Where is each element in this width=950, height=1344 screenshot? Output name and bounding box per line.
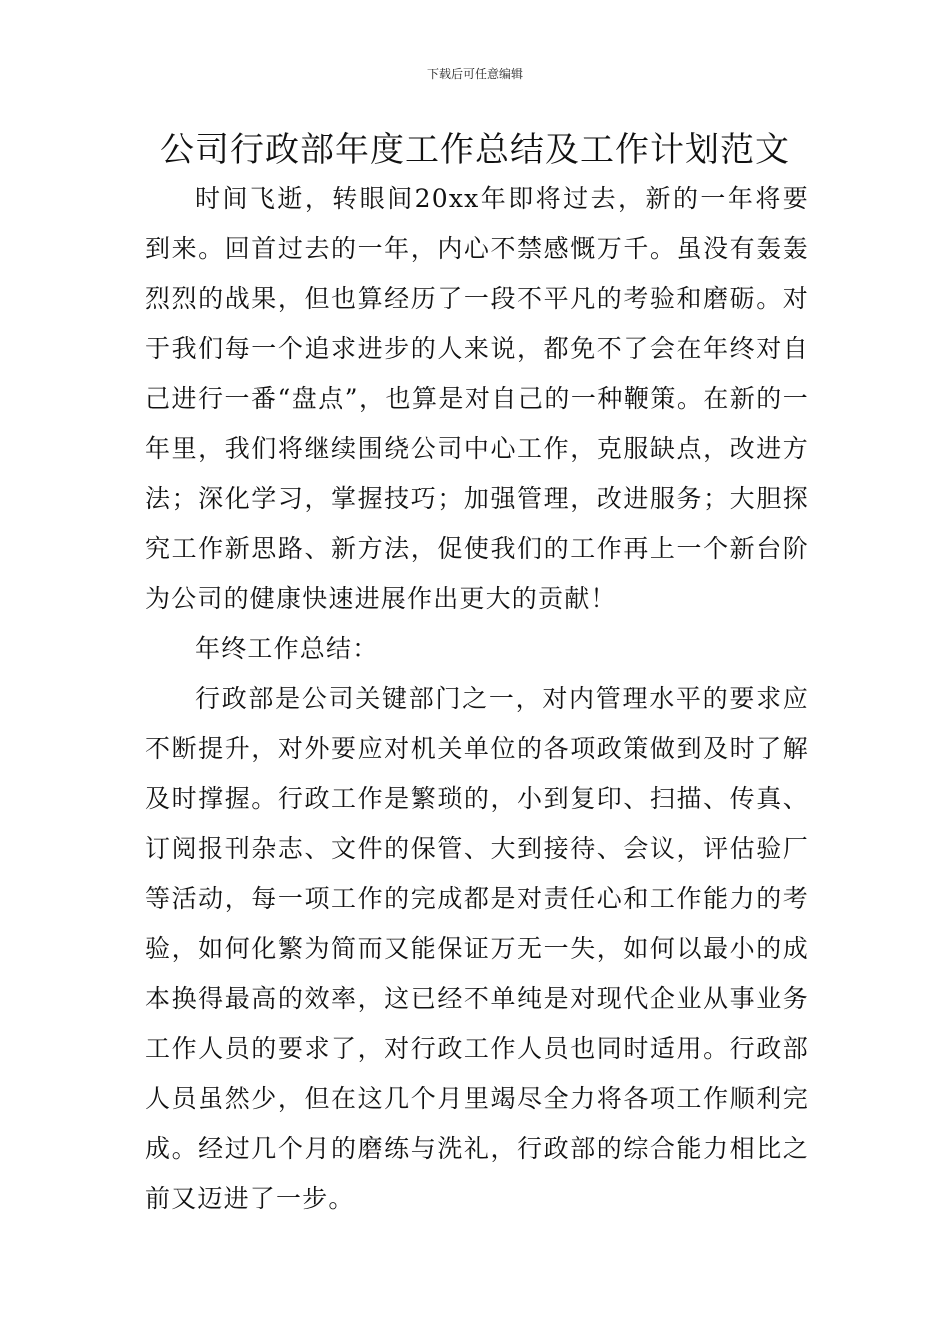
page-header-note: 下载后可任意编辑 <box>426 67 523 81</box>
document-body <box>145 174 809 1224</box>
intro-paragraph: 时间飞逝，转眼间20xx年即将过去，新的一年将要到来。回首过去的一年，内心不禁感慨万千。虽没有轰轰烈烈的战果，但也算经历了一段不平凡的考验和磨砺。对于我们每一个追求进步的人来说，都免不了会在年终对自己进行一番“盘点”，也算是对自己的一种鞭策。在新的一年里，我们将继续围绕公司中心工作，克服缺点，改进方法；深化学习，掌握技巧；加强管理，改进服务；大胆探究工作新思路、新方法，促使我们的工作再上一个新台阶为公司的健康快速进展作出更大的贡献！ <box>145 184 809 613</box>
document-title: 公司行政部年度工作总结及工作计划范文 <box>160 130 790 170</box>
summary-paragraph: 行政部是公司关键部门之一，对内管理水平的要求应不断提升，对外要应对机关单位的各项政策做到及时了解及时撑握。行政工作是繁琐的，小到复印、扫描、传真、订阅报刊杂志、文件的保管、大到接待、会议，评估验厂等活动，每一项工作的完成都是对责任心和工作能力的考验，如何化繁为简而又能保证万无一失，如何以最小的成本换得最高的效率，这已经不单纯是对现代企业从事业务工作人员的要求了，对行政工作人员也同时适用。行政部人员虽然少，但在这几个月里竭尽全力将各项工作顺利完成。经过几个月的磨练与洗礼，行政部的综合能力相比之前又迈进了一步。 <box>145 684 809 1213</box>
section-heading-year-end-summary: 年终工作总结： <box>195 634 379 663</box>
